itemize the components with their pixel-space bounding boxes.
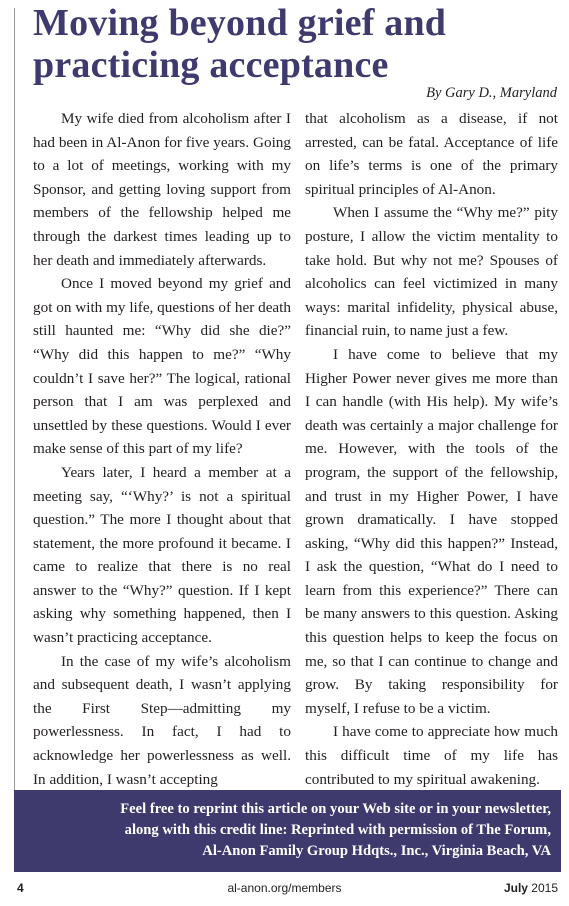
reprint-banner [14,790,561,872]
article-column-right [305,107,558,791]
paragraph: I have come to believe that my Higher Power never gives me more than I can handle (with His help). My wife’s death was certainly a major challenge for me. However, with the tools of the program, the support of the fellowship, and trust in my Higher Power, I have grown dramatically. I have stopped asking, “Why did this happen?” Instead, I ask the question, “What do I need to learn from this experience?” There can be many answers to this question. Asking this question helps to keep the focus on me, so that I can continue to change and grow. By taking responsibility for myself, I refuse to be a victim. [305,345,558,717]
paragraph: In the case of my wife’s alcoholism and subsequent death, I wasn’t applying the First Step—admitting my powerlessness. In fact, I had to acknowledge her powerlessness as well. In addition, I wasn’t accepting [33,652,291,788]
paragraph: I have come to appreciate how much this difficult time of my life has contributed to my spiritual awakening. [305,723,558,788]
paragraph: When I assume the “Why me?” pity posture, I allow the victim mentality to take hold. But why not me? Spouses of alcoholics can feel victimized in many ways: marital infidelity, physical abuse, financial ruin, to name just a few. [305,204,558,340]
reprint-banner-line-1: Feel free to reprint this article on your Web site or in your newsletter, [120,801,551,817]
article-byline: By Gary D., Maryland [426,85,557,101]
issue-month: July [503,881,528,895]
page-number: 4 [17,881,24,895]
paragraph: Once I moved beyond my grief and got on with my life, questions of her death still haunted me: “Why did she die?” “Why did this happen to me?” “Why couldn’t I save her?” The logical, rational person that I am was perplexed and unsettled by these questions. Would I ever make sense of this part of my life? [33,275,291,458]
paragraph-continuation: that alcoholism as a disease, if not arrested, can be fatal. Acceptance of life on life’s terms is one of the primary spiritual principles of Al-Anon. [305,110,558,198]
left-column-rule [14,8,15,790]
footer-url: al-anon.org/members [227,881,342,895]
paragraph: Years later, I heard a member at a meeting say, “‘Why?’ is not a spiritual question.” The more I thought about that statement, the more profound it became. I came to realize that there is no real answer to the “Why?” question. If I kept asking why something happened, then I wasn’t practicing acceptance. [33,463,291,647]
issue-year: 2015 [531,881,558,895]
reprint-banner-line-2: along with this credit line: Reprinted with permission of The Forum, [124,822,551,838]
article-title [33,2,563,86]
reprint-banner-line-3: Al-Anon Family Group Hdqts., Inc., Virginia Beach, VA [202,843,551,859]
article-title-line-1: Moving beyond grief and [33,2,447,44]
article-title-line-2: practicing acceptance [33,44,389,86]
paragraph: My wife died from alcoholism after I had been in Al-Anon for five years. Going to a lot of meetings, working with my Sponsor, and getting loving support from members of the fellowship helped me through the darkest times leading up to her death and immediately afterwards. [33,110,291,269]
issue-date [504,881,558,895]
page-footer [0,881,569,901]
article-column-left [33,107,291,791]
